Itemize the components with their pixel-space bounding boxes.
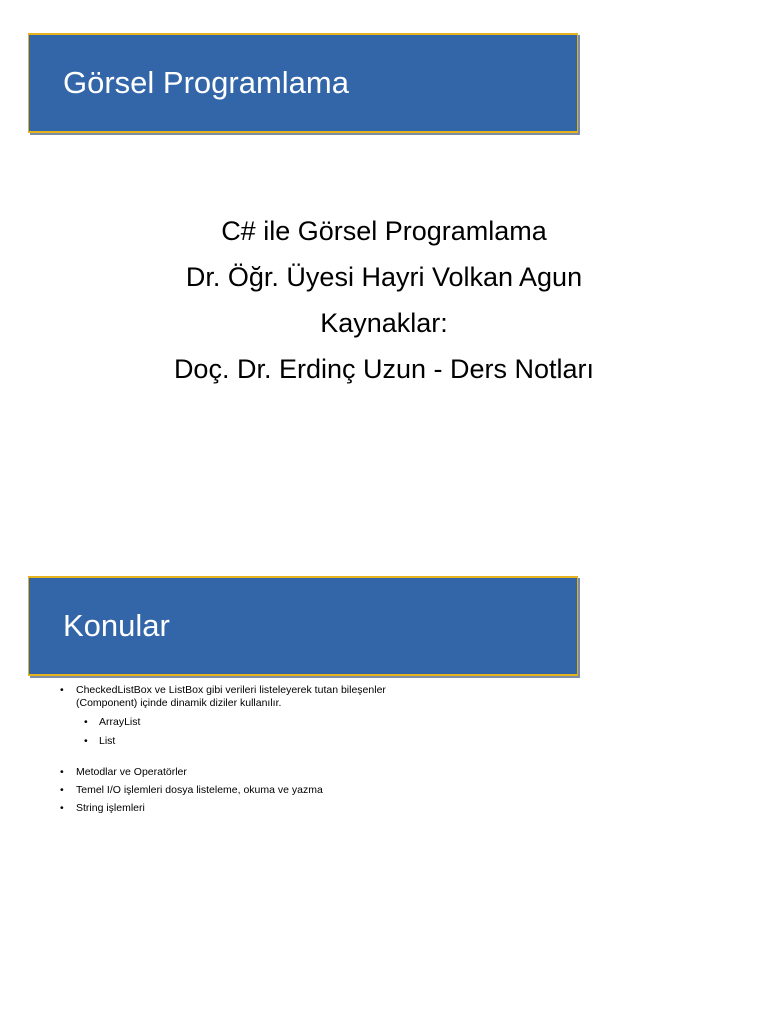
title-banner <box>28 33 578 133</box>
bullet-icon: • <box>60 784 64 796</box>
topics-list <box>58 684 388 815</box>
references-heading: Kaynaklar: <box>320 308 448 338</box>
subtopic-text: ArrayList <box>99 716 141 728</box>
bullet-icon: • <box>60 802 64 814</box>
course-name: C# ile Görsel Programlama <box>221 216 547 246</box>
bullet-icon: • <box>60 684 64 696</box>
title-banner <box>28 576 578 676</box>
topic-item <box>58 766 388 779</box>
slide-title: Konular <box>63 608 170 643</box>
instructor-name: Dr. Öğr. Üyesi Hayri Volkan Agun <box>185 262 583 292</box>
subtopic-item <box>58 716 388 729</box>
topic-text: Metodlar ve Operatörler <box>76 766 187 778</box>
bullet-icon: • <box>60 766 64 778</box>
subtopic-item <box>58 735 388 748</box>
topic-item <box>58 684 388 710</box>
subtitle-block <box>0 208 768 392</box>
topic-text: CheckedListBox ve ListBox gibi verileri listeleyerek tutan bileşenler (Component) içinde dinamik diziler kullanılır. <box>76 684 386 709</box>
slide-title: Görsel Programlama <box>63 65 349 100</box>
reference-item: Doç. Dr. Erdinç Uzun - Ders Notları <box>173 354 595 384</box>
topic-text: Temel I/O işlemleri dosya listeleme, okuma ve yazma <box>76 784 323 796</box>
topic-item <box>58 802 388 815</box>
bullet-icon: • <box>84 716 88 728</box>
topic-item <box>58 784 388 797</box>
bullet-icon: • <box>84 735 88 747</box>
topics-slide <box>0 544 768 1024</box>
subtopic-text: List <box>99 735 116 747</box>
topic-text: String işlemleri <box>76 802 145 814</box>
